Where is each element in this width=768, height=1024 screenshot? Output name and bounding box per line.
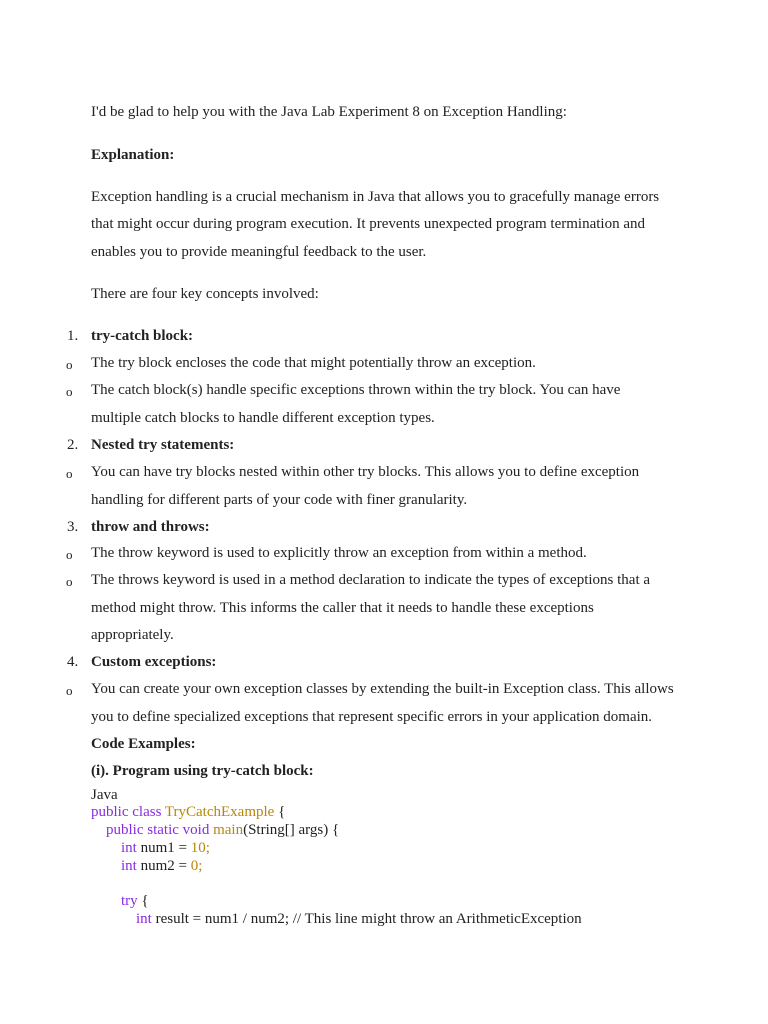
bullet-text: The try block encloses the code that might potentially throw an exception. bbox=[91, 355, 536, 371]
explanation-line: Exception handling is a crucial mechanism in Java that allows you to gracefully manage errors bbox=[91, 189, 660, 205]
program-heading: (i). Program using try-catch block: bbox=[91, 763, 314, 779]
explanation-line: that might occur during program execution. It prevents unexpected program termination and bbox=[91, 216, 645, 232]
explanation-heading: Explanation: bbox=[91, 147, 175, 163]
list-number: 4. bbox=[67, 654, 79, 670]
code-language-label: Java bbox=[91, 787, 118, 803]
intro-text: I'd be glad to help you with the Java Lab Experiment 8 on Exception Handling: bbox=[91, 104, 567, 120]
code-line: public class TryCatchExample { bbox=[91, 804, 286, 820]
bullet-text: appropriately. bbox=[91, 627, 174, 643]
concepts-intro: There are four key concepts involved: bbox=[91, 286, 319, 302]
code-line: try { bbox=[121, 893, 149, 909]
bullet-text: The throw keyword is used to explicitly throw an exception from within a method. bbox=[91, 545, 587, 561]
list-number: 2. bbox=[67, 437, 79, 453]
bullet-icon: o bbox=[66, 547, 73, 562]
bullet-text: The throws keyword is used in a method declaration to indicate the types of exceptions that a bbox=[91, 572, 651, 588]
list-item-title: Nested try statements: bbox=[91, 437, 235, 453]
bullet-icon: o bbox=[66, 683, 73, 698]
bullet-icon: o bbox=[66, 384, 73, 399]
bullet-icon: o bbox=[66, 466, 73, 481]
code-line: int num1 = 10; bbox=[121, 840, 210, 856]
code-line: public static void main(String[] args) { bbox=[106, 822, 340, 838]
code-examples-heading: Code Examples: bbox=[91, 736, 196, 752]
code-line: int result = num1 / num2; // This line might throw an ArithmeticException bbox=[136, 911, 582, 927]
code-line: int num2 = 0; bbox=[121, 858, 203, 874]
bullet-text: You can create your own exception classes by extending the built-in Exception class. This allows bbox=[91, 681, 674, 697]
bullet-icon: o bbox=[66, 357, 73, 372]
list-item-title: try-catch block: bbox=[91, 328, 194, 344]
explanation-line: enables you to provide meaningful feedback to the user. bbox=[91, 244, 427, 260]
bullet-icon: o bbox=[66, 574, 73, 589]
list-item-title: throw and throws: bbox=[91, 519, 210, 535]
bullet-text: The catch block(s) handle specific exceptions thrown within the try block. You can have bbox=[91, 382, 621, 398]
bullet-text: method might throw. This informs the caller that it needs to handle these exceptions bbox=[91, 600, 594, 616]
bullet-text: You can have try blocks nested within other try blocks. This allows you to define exception bbox=[91, 464, 640, 480]
list-number: 3. bbox=[67, 519, 79, 535]
list-number: 1. bbox=[67, 328, 79, 344]
bullet-text: you to define specialized exceptions that represent specific errors in your application domain. bbox=[91, 709, 653, 725]
bullet-text: multiple catch blocks to handle different exception types. bbox=[91, 410, 435, 426]
list-item-title: Custom exceptions: bbox=[91, 654, 217, 670]
bullet-text: handling for different parts of your code with finer granularity. bbox=[91, 492, 468, 508]
